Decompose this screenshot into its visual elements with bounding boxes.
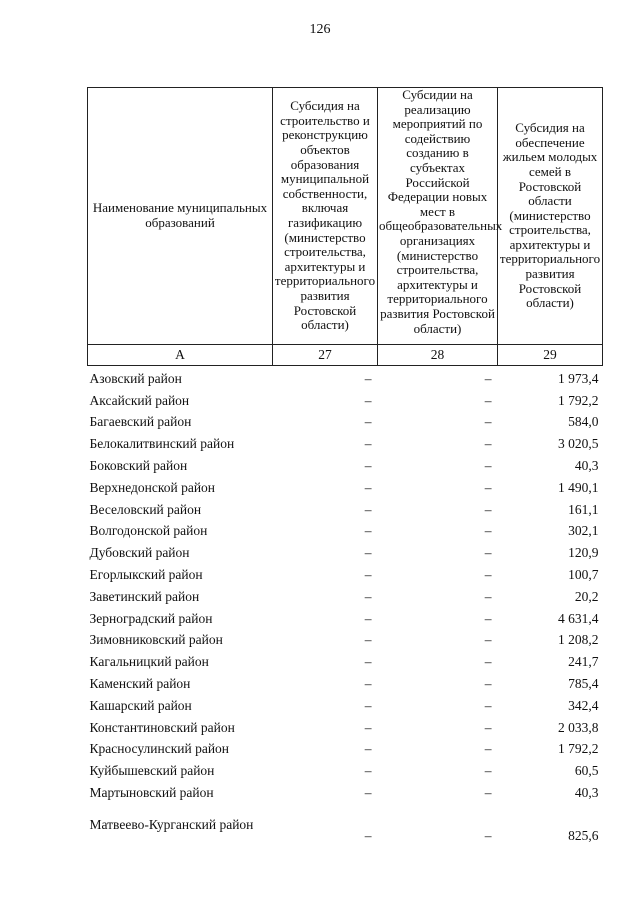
value-col-29: 60,5 xyxy=(574,763,599,779)
value-col-27: – xyxy=(364,479,372,495)
value-col-28: – xyxy=(484,785,492,801)
table-row xyxy=(88,455,603,477)
municipality-name: Константиновский район xyxy=(89,719,235,735)
table-row xyxy=(88,521,603,543)
municipality-name: Веселовский район xyxy=(89,501,202,517)
table-row xyxy=(88,366,603,390)
value-col-29: 100,7 xyxy=(568,567,599,583)
value-col-29: 20,2 xyxy=(574,588,599,604)
table-row xyxy=(88,760,603,782)
table-row xyxy=(88,586,603,608)
value-col-27: – xyxy=(364,523,372,539)
table-row xyxy=(88,390,603,412)
value-col-27: – xyxy=(364,654,372,670)
column-number-row xyxy=(88,345,603,366)
municipality-name: Боковский район xyxy=(89,458,188,474)
table-row xyxy=(88,542,603,564)
value-col-29: 342,4 xyxy=(568,697,599,713)
value-col-28: – xyxy=(484,370,492,386)
value-col-28: – xyxy=(484,697,492,713)
value-col-28: – xyxy=(484,676,492,692)
municipality-name: Зимовниковский район xyxy=(89,632,223,648)
value-col-27: – xyxy=(364,719,372,735)
value-col-28: – xyxy=(484,654,492,670)
value-col-27: – xyxy=(364,588,372,604)
municipality-name: Красносулинский район xyxy=(89,741,230,757)
page-number: 126 xyxy=(309,22,331,37)
table-row xyxy=(88,499,603,521)
header-municipality: Наименование муниципальных образований xyxy=(88,88,273,345)
value-col-29: 302,1 xyxy=(568,523,599,539)
value-col-27: – xyxy=(364,501,372,517)
value-col-27: – xyxy=(364,697,372,713)
value-col-28: – xyxy=(484,392,492,408)
municipality-name: Азовский район xyxy=(89,370,182,386)
value-col-28: – xyxy=(484,545,492,561)
table-row xyxy=(88,433,603,455)
municipality-name: Кагальницкий район xyxy=(89,654,209,670)
municipality-name: Дубовский район xyxy=(89,545,190,561)
table-row xyxy=(88,717,603,739)
municipality-name: Багаевский район xyxy=(89,414,192,430)
value-col-28: – xyxy=(484,436,492,452)
header-col-28: Субсидии на реализацию мероприятий по содействию созданию в субъектах Российской Федерации новых мест в общеобразовательных организациях (министерство строительства, архитектуры и территориального развития Ростовской области) xyxy=(378,88,498,345)
value-col-28: – xyxy=(484,763,492,779)
column-number: 28 xyxy=(378,345,498,366)
value-col-27: – xyxy=(364,436,372,452)
value-col-27: – xyxy=(364,545,372,561)
value-col-28: – xyxy=(484,827,492,843)
municipality-name: Егорлыкский район xyxy=(89,567,203,583)
municipality-name: Каменский район xyxy=(89,676,191,692)
value-col-28: – xyxy=(484,610,492,626)
value-col-29: 161,1 xyxy=(568,501,599,517)
table-row xyxy=(88,673,603,695)
subsidy-table xyxy=(87,87,603,846)
municipality-name: Мартыновский район xyxy=(89,785,214,801)
column-number: 27 xyxy=(273,345,378,366)
value-col-27: – xyxy=(364,458,372,474)
header-col-27: Субсидия на строительство и реконструкцию объектов образования муниципальной собственности, включая газификацию (министерство строительства, архитектуры и территориального развития Ростовской области) xyxy=(273,88,378,345)
value-col-29: 4 631,4 xyxy=(558,610,599,626)
value-col-28: – xyxy=(484,741,492,757)
municipality-name: Матвеево-Курганский район xyxy=(89,817,254,833)
municipality-name: Волгодонской район xyxy=(89,523,208,539)
value-col-29: 1 208,2 xyxy=(558,632,599,648)
value-col-29: 1 490,1 xyxy=(558,479,599,495)
value-col-29: 120,9 xyxy=(568,545,599,561)
table-row xyxy=(88,804,603,846)
value-col-28: – xyxy=(484,719,492,735)
value-col-28: – xyxy=(484,523,492,539)
table-row xyxy=(88,564,603,586)
value-col-28: – xyxy=(484,632,492,648)
municipality-name: Кашарский район xyxy=(89,697,192,713)
municipality-name: Зерноградский район xyxy=(89,610,213,626)
value-col-27: – xyxy=(364,414,372,430)
value-col-27: – xyxy=(364,785,372,801)
value-col-27: – xyxy=(364,676,372,692)
value-col-29: 1 792,2 xyxy=(558,741,599,757)
table-row xyxy=(88,782,603,804)
table-row xyxy=(88,608,603,630)
value-col-29: 40,3 xyxy=(574,458,599,474)
value-col-27: – xyxy=(364,567,372,583)
column-number: 29 xyxy=(498,345,603,366)
value-col-27: – xyxy=(364,610,372,626)
value-col-28: – xyxy=(484,588,492,604)
table-row xyxy=(88,412,603,434)
municipality-name: Заветинский район xyxy=(89,588,200,604)
value-col-28: – xyxy=(484,479,492,495)
value-col-29: 825,6 xyxy=(568,827,599,843)
municipality-name: Куйбышевский район xyxy=(89,763,215,779)
value-col-27: – xyxy=(364,392,372,408)
header-col-29: Субсидия на обеспечение жильем молодых семей в Ростовской области (министерство строительства, архитектуры и территориального развития Ростовской области) xyxy=(498,88,603,345)
table-row xyxy=(88,695,603,717)
table-row xyxy=(88,739,603,761)
value-col-29: 785,4 xyxy=(568,676,599,692)
municipality-name: Верхнедонской район xyxy=(89,479,216,495)
value-col-29: 584,0 xyxy=(568,414,599,430)
table-row xyxy=(88,477,603,499)
value-col-27: – xyxy=(364,763,372,779)
table-row xyxy=(88,630,603,652)
value-col-28: – xyxy=(484,414,492,430)
value-col-29: 3 020,5 xyxy=(558,436,599,452)
column-number: А xyxy=(88,345,273,366)
value-col-28: – xyxy=(484,458,492,474)
municipality-name: Аксайский район xyxy=(89,392,190,408)
value-col-29: 241,7 xyxy=(568,654,599,670)
value-col-27: – xyxy=(364,370,372,386)
value-col-27: – xyxy=(364,741,372,757)
municipality-name: Белокалитвинский район xyxy=(89,436,235,452)
value-col-29: 1 973,4 xyxy=(558,370,599,386)
table-row xyxy=(88,651,603,673)
value-col-28: – xyxy=(484,567,492,583)
value-col-29: 2 033,8 xyxy=(558,719,599,735)
value-col-28: – xyxy=(484,501,492,517)
table-header-row xyxy=(88,88,603,345)
value-col-27: – xyxy=(364,632,372,648)
value-col-29: 1 792,2 xyxy=(558,392,599,408)
value-col-27: – xyxy=(364,827,372,843)
value-col-29: 40,3 xyxy=(574,785,599,801)
